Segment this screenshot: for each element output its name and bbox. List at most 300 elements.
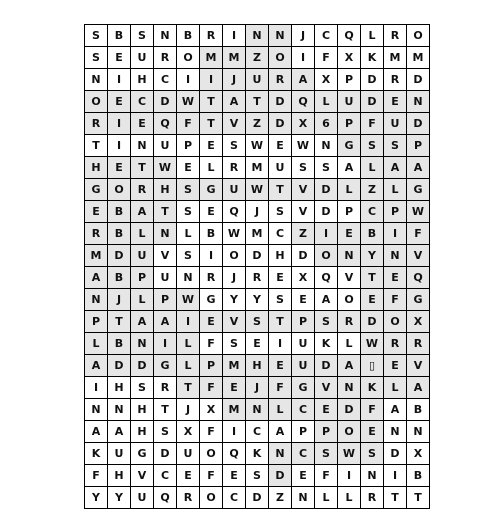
letter-cell[interactable]: Z bbox=[269, 487, 292, 509]
letter-cell[interactable]: ▯ bbox=[361, 355, 384, 377]
letter-cell[interactable]: A bbox=[154, 311, 177, 333]
letter-cell[interactable]: Q bbox=[407, 267, 430, 289]
letter-cell[interactable]: C bbox=[269, 223, 292, 245]
letter-cell[interactable]: M bbox=[200, 47, 223, 69]
letter-cell[interactable]: U bbox=[154, 267, 177, 289]
letter-cell[interactable]: K bbox=[361, 377, 384, 399]
letter-cell[interactable]: K bbox=[85, 443, 108, 465]
letter-cell[interactable]: A bbox=[131, 311, 154, 333]
letter-cell[interactable]: F bbox=[200, 465, 223, 487]
letter-cell[interactable]: M bbox=[223, 47, 246, 69]
letter-cell[interactable]: P bbox=[131, 267, 154, 289]
letter-cell[interactable]: X bbox=[200, 399, 223, 421]
letter-cell[interactable]: C bbox=[315, 25, 338, 47]
letter-cell[interactable]: I bbox=[223, 25, 246, 47]
letter-cell[interactable]: U bbox=[338, 91, 361, 113]
letter-cell[interactable]: N bbox=[292, 487, 315, 509]
letter-cell[interactable]: M bbox=[384, 47, 407, 69]
letter-cell[interactable]: B bbox=[200, 223, 223, 245]
letter-cell[interactable]: B bbox=[361, 223, 384, 245]
letter-cell[interactable]: X bbox=[407, 443, 430, 465]
letter-cell[interactable]: G bbox=[200, 179, 223, 201]
letter-cell[interactable]: H bbox=[269, 245, 292, 267]
letter-cell[interactable]: E bbox=[177, 465, 200, 487]
letter-cell[interactable]: N bbox=[85, 289, 108, 311]
letter-cell[interactable]: U bbox=[177, 443, 200, 465]
letter-cell[interactable]: S bbox=[315, 157, 338, 179]
letter-cell[interactable]: U bbox=[154, 135, 177, 157]
letter-cell[interactable]: R bbox=[361, 487, 384, 509]
letter-cell[interactable]: V bbox=[223, 311, 246, 333]
letter-cell[interactable]: Q bbox=[223, 201, 246, 223]
letter-cell[interactable]: N bbox=[131, 333, 154, 355]
letter-cell[interactable]: C bbox=[292, 399, 315, 421]
letter-cell[interactable]: R bbox=[246, 267, 269, 289]
letter-cell[interactable]: D bbox=[154, 91, 177, 113]
letter-cell[interactable]: N bbox=[407, 421, 430, 443]
letter-cell[interactable]: D bbox=[361, 91, 384, 113]
letter-cell[interactable]: I bbox=[384, 223, 407, 245]
letter-cell[interactable]: M bbox=[223, 399, 246, 421]
letter-cell[interactable]: E bbox=[384, 267, 407, 289]
letter-cell[interactable]: E bbox=[85, 201, 108, 223]
letter-cell[interactable]: R bbox=[200, 25, 223, 47]
letter-cell[interactable]: O bbox=[200, 443, 223, 465]
letter-cell[interactable]: C bbox=[223, 487, 246, 509]
letter-cell[interactable]: E bbox=[269, 355, 292, 377]
letter-cell[interactable]: Z bbox=[292, 223, 315, 245]
letter-cell[interactable]: A bbox=[85, 355, 108, 377]
letter-cell[interactable]: H bbox=[131, 421, 154, 443]
letter-cell[interactable]: D bbox=[338, 399, 361, 421]
letter-cell[interactable]: W bbox=[177, 289, 200, 311]
letter-cell[interactable]: B bbox=[108, 201, 131, 223]
letter-cell[interactable]: O bbox=[108, 179, 131, 201]
letter-cell[interactable]: I bbox=[292, 47, 315, 69]
letter-cell[interactable]: I bbox=[223, 421, 246, 443]
letter-cell[interactable]: A bbox=[131, 201, 154, 223]
letter-cell[interactable]: D bbox=[246, 487, 269, 509]
letter-cell[interactable]: P bbox=[338, 69, 361, 91]
letter-cell[interactable]: J bbox=[223, 267, 246, 289]
letter-cell[interactable]: I bbox=[384, 465, 407, 487]
letter-cell[interactable]: S bbox=[269, 201, 292, 223]
letter-cell[interactable]: R bbox=[384, 333, 407, 355]
letter-cell[interactable]: Z bbox=[246, 47, 269, 69]
letter-cell[interactable]: W bbox=[223, 223, 246, 245]
letter-cell[interactable]: A bbox=[338, 355, 361, 377]
letter-cell[interactable]: G bbox=[292, 377, 315, 399]
letter-cell[interactable]: I bbox=[177, 69, 200, 91]
letter-cell[interactable]: D bbox=[384, 443, 407, 465]
letter-cell[interactable]: W bbox=[246, 135, 269, 157]
letter-cell[interactable]: D bbox=[315, 355, 338, 377]
letter-cell[interactable]: W bbox=[338, 443, 361, 465]
letter-cell[interactable]: T bbox=[246, 91, 269, 113]
letter-cell[interactable]: T bbox=[200, 91, 223, 113]
letter-cell[interactable]: D bbox=[315, 201, 338, 223]
letter-cell[interactable]: L bbox=[361, 157, 384, 179]
letter-cell[interactable]: Q bbox=[154, 487, 177, 509]
letter-cell[interactable]: A bbox=[85, 421, 108, 443]
letter-cell[interactable]: C bbox=[292, 443, 315, 465]
letter-cell[interactable]: E bbox=[315, 399, 338, 421]
letter-cell[interactable]: L bbox=[384, 377, 407, 399]
letter-cell[interactable]: E bbox=[292, 289, 315, 311]
letter-cell[interactable]: S bbox=[315, 311, 338, 333]
letter-cell[interactable]: D bbox=[269, 91, 292, 113]
letter-cell[interactable]: F bbox=[361, 113, 384, 135]
letter-cell[interactable]: T bbox=[85, 135, 108, 157]
letter-cell[interactable]: A bbox=[85, 267, 108, 289]
letter-cell[interactable]: E bbox=[200, 311, 223, 333]
letter-cell[interactable]: V bbox=[315, 377, 338, 399]
letter-cell[interactable]: V bbox=[131, 465, 154, 487]
letter-cell[interactable]: T bbox=[407, 487, 430, 509]
letter-cell[interactable]: I bbox=[338, 465, 361, 487]
letter-cell[interactable]: L bbox=[85, 333, 108, 355]
letter-cell[interactable]: X bbox=[407, 311, 430, 333]
letter-cell[interactable]: P bbox=[315, 421, 338, 443]
letter-cell[interactable]: W bbox=[246, 179, 269, 201]
letter-cell[interactable]: T bbox=[269, 311, 292, 333]
letter-cell[interactable]: M bbox=[246, 223, 269, 245]
letter-cell[interactable]: E bbox=[269, 135, 292, 157]
letter-cell[interactable]: L bbox=[338, 179, 361, 201]
letter-cell[interactable]: N bbox=[384, 245, 407, 267]
letter-cell[interactable]: S bbox=[361, 135, 384, 157]
letter-cell[interactable]: 6 bbox=[315, 113, 338, 135]
letter-cell[interactable]: E bbox=[223, 465, 246, 487]
letter-cell[interactable]: Y bbox=[108, 487, 131, 509]
letter-cell[interactable]: R bbox=[177, 487, 200, 509]
letter-cell[interactable]: H bbox=[108, 465, 131, 487]
letter-cell[interactable]: F bbox=[361, 399, 384, 421]
letter-cell[interactable]: R bbox=[154, 47, 177, 69]
letter-cell[interactable]: E bbox=[361, 421, 384, 443]
letter-cell[interactable]: U bbox=[131, 245, 154, 267]
letter-cell[interactable]: L bbox=[177, 223, 200, 245]
letter-cell[interactable]: E bbox=[269, 267, 292, 289]
letter-cell[interactable]: E bbox=[338, 223, 361, 245]
letter-cell[interactable]: Q bbox=[315, 267, 338, 289]
letter-cell[interactable]: V bbox=[223, 113, 246, 135]
letter-cell[interactable]: J bbox=[246, 377, 269, 399]
letter-cell[interactable]: K bbox=[315, 333, 338, 355]
letter-cell[interactable]: P bbox=[338, 201, 361, 223]
letter-cell[interactable]: E bbox=[246, 333, 269, 355]
letter-cell[interactable]: N bbox=[315, 135, 338, 157]
letter-cell[interactable]: D bbox=[154, 443, 177, 465]
letter-cell[interactable]: H bbox=[108, 377, 131, 399]
letter-cell[interactable]: T bbox=[384, 487, 407, 509]
letter-cell[interactable]: S bbox=[223, 333, 246, 355]
letter-cell[interactable]: S bbox=[223, 135, 246, 157]
letter-cell[interactable]: J bbox=[292, 25, 315, 47]
letter-cell[interactable]: N bbox=[338, 245, 361, 267]
letter-cell[interactable]: I bbox=[108, 135, 131, 157]
letter-cell[interactable]: D bbox=[315, 179, 338, 201]
letter-cell[interactable]: N bbox=[85, 69, 108, 91]
letter-cell[interactable]: B bbox=[108, 223, 131, 245]
letter-cell[interactable]: S bbox=[131, 25, 154, 47]
letter-cell[interactable]: R bbox=[407, 333, 430, 355]
letter-cell[interactable]: P bbox=[407, 135, 430, 157]
letter-cell[interactable]: F bbox=[315, 465, 338, 487]
letter-cell[interactable]: W bbox=[407, 201, 430, 223]
letter-cell[interactable]: S bbox=[246, 465, 269, 487]
letter-cell[interactable]: M bbox=[407, 47, 430, 69]
letter-cell[interactable]: U bbox=[131, 47, 154, 69]
letter-cell[interactable]: A bbox=[338, 157, 361, 179]
letter-cell[interactable]: D bbox=[108, 245, 131, 267]
letter-cell[interactable]: F bbox=[177, 113, 200, 135]
letter-cell[interactable]: J bbox=[246, 201, 269, 223]
letter-cell[interactable]: F bbox=[200, 421, 223, 443]
letter-cell[interactable]: S bbox=[85, 25, 108, 47]
letter-cell[interactable]: I bbox=[177, 311, 200, 333]
letter-cell[interactable]: D bbox=[269, 465, 292, 487]
letter-cell[interactable]: L bbox=[315, 91, 338, 113]
letter-cell[interactable]: N bbox=[338, 377, 361, 399]
letter-cell[interactable]: S bbox=[361, 443, 384, 465]
letter-cell[interactable]: U bbox=[131, 487, 154, 509]
letter-cell[interactable]: D bbox=[108, 355, 131, 377]
letter-cell[interactable]: V bbox=[407, 245, 430, 267]
letter-cell[interactable]: A bbox=[223, 91, 246, 113]
letter-cell[interactable]: Z bbox=[361, 179, 384, 201]
letter-cell[interactable]: L bbox=[200, 157, 223, 179]
letter-cell[interactable]: U bbox=[223, 179, 246, 201]
letter-cell[interactable]: V bbox=[154, 245, 177, 267]
letter-cell[interactable]: A bbox=[384, 157, 407, 179]
letter-cell[interactable]: E bbox=[223, 377, 246, 399]
letter-cell[interactable]: S bbox=[154, 421, 177, 443]
letter-cell[interactable]: N bbox=[407, 91, 430, 113]
letter-cell[interactable]: L bbox=[269, 399, 292, 421]
letter-cell[interactable]: U bbox=[108, 443, 131, 465]
letter-cell[interactable]: P bbox=[384, 201, 407, 223]
letter-cell[interactable]: I bbox=[315, 223, 338, 245]
letter-cell[interactable]: B bbox=[108, 333, 131, 355]
letter-cell[interactable]: V bbox=[292, 179, 315, 201]
letter-cell[interactable]: U bbox=[384, 113, 407, 135]
letter-cell[interactable]: Y bbox=[246, 289, 269, 311]
letter-cell[interactable]: X bbox=[338, 47, 361, 69]
letter-cell[interactable]: F bbox=[384, 289, 407, 311]
letter-cell[interactable]: N bbox=[269, 25, 292, 47]
letter-cell[interactable]: M bbox=[223, 355, 246, 377]
letter-cell[interactable]: X bbox=[315, 69, 338, 91]
letter-cell[interactable]: T bbox=[154, 201, 177, 223]
letter-cell[interactable]: T bbox=[200, 113, 223, 135]
letter-cell[interactable]: F bbox=[85, 465, 108, 487]
letter-cell[interactable]: D bbox=[269, 113, 292, 135]
letter-cell[interactable]: S bbox=[315, 443, 338, 465]
letter-cell[interactable]: F bbox=[407, 223, 430, 245]
letter-cell[interactable]: G bbox=[154, 355, 177, 377]
letter-cell[interactable]: B bbox=[407, 399, 430, 421]
letter-cell[interactable]: I bbox=[85, 377, 108, 399]
letter-cell[interactable]: E bbox=[108, 91, 131, 113]
letter-cell[interactable]: C bbox=[246, 421, 269, 443]
letter-cell[interactable]: H bbox=[246, 355, 269, 377]
letter-cell[interactable]: N bbox=[361, 465, 384, 487]
letter-cell[interactable]: G bbox=[407, 289, 430, 311]
letter-cell[interactable]: P bbox=[292, 421, 315, 443]
letter-cell[interactable]: E bbox=[384, 355, 407, 377]
letter-cell[interactable]: O bbox=[85, 91, 108, 113]
letter-cell[interactable]: Q bbox=[292, 91, 315, 113]
letter-cell[interactable]: E bbox=[200, 201, 223, 223]
letter-cell[interactable]: A bbox=[292, 69, 315, 91]
letter-cell[interactable]: K bbox=[361, 47, 384, 69]
letter-cell[interactable]: R bbox=[223, 157, 246, 179]
letter-cell[interactable]: N bbox=[177, 267, 200, 289]
letter-cell[interactable]: L bbox=[384, 179, 407, 201]
letter-cell[interactable]: O bbox=[269, 47, 292, 69]
letter-cell[interactable]: X bbox=[292, 267, 315, 289]
letter-cell[interactable]: V bbox=[338, 267, 361, 289]
letter-cell[interactable]: G bbox=[407, 179, 430, 201]
letter-cell[interactable]: L bbox=[177, 355, 200, 377]
letter-cell[interactable]: L bbox=[131, 223, 154, 245]
letter-cell[interactable]: N bbox=[85, 399, 108, 421]
letter-cell[interactable]: O bbox=[200, 487, 223, 509]
letter-cell[interactable]: E bbox=[384, 91, 407, 113]
letter-cell[interactable]: B bbox=[177, 25, 200, 47]
letter-cell[interactable]: Y bbox=[85, 487, 108, 509]
letter-cell[interactable]: E bbox=[177, 157, 200, 179]
letter-cell[interactable]: N bbox=[269, 443, 292, 465]
letter-cell[interactable]: D bbox=[407, 113, 430, 135]
letter-cell[interactable]: J bbox=[108, 289, 131, 311]
letter-cell[interactable]: R bbox=[200, 267, 223, 289]
letter-cell[interactable]: D bbox=[131, 355, 154, 377]
letter-cell[interactable]: L bbox=[338, 333, 361, 355]
letter-cell[interactable]: M bbox=[246, 157, 269, 179]
letter-cell[interactable]: S bbox=[177, 179, 200, 201]
letter-cell[interactable]: T bbox=[108, 311, 131, 333]
letter-cell[interactable]: A bbox=[108, 421, 131, 443]
letter-cell[interactable]: I bbox=[108, 69, 131, 91]
letter-cell[interactable]: A bbox=[315, 289, 338, 311]
letter-cell[interactable]: O bbox=[223, 245, 246, 267]
letter-cell[interactable]: F bbox=[200, 333, 223, 355]
letter-cell[interactable]: T bbox=[177, 377, 200, 399]
letter-cell[interactable]: Y bbox=[361, 245, 384, 267]
letter-cell[interactable]: L bbox=[338, 487, 361, 509]
letter-cell[interactable]: P bbox=[338, 113, 361, 135]
letter-cell[interactable]: O bbox=[407, 25, 430, 47]
letter-cell[interactable]: P bbox=[200, 355, 223, 377]
letter-cell[interactable]: D bbox=[361, 69, 384, 91]
letter-cell[interactable]: O bbox=[177, 47, 200, 69]
letter-cell[interactable]: U bbox=[246, 69, 269, 91]
letter-cell[interactable]: C bbox=[154, 465, 177, 487]
letter-cell[interactable]: N bbox=[246, 25, 269, 47]
letter-cell[interactable]: N bbox=[246, 399, 269, 421]
letter-cell[interactable]: I bbox=[200, 69, 223, 91]
letter-cell[interactable]: C bbox=[131, 91, 154, 113]
letter-cell[interactable]: N bbox=[108, 399, 131, 421]
letter-cell[interactable]: I bbox=[269, 333, 292, 355]
letter-cell[interactable]: J bbox=[177, 399, 200, 421]
letter-cell[interactable]: P bbox=[177, 135, 200, 157]
letter-cell[interactable]: V bbox=[407, 355, 430, 377]
letter-cell[interactable]: J bbox=[223, 69, 246, 91]
letter-cell[interactable]: S bbox=[131, 377, 154, 399]
letter-cell[interactable]: E bbox=[108, 157, 131, 179]
letter-cell[interactable]: H bbox=[131, 69, 154, 91]
letter-cell[interactable]: A bbox=[407, 377, 430, 399]
letter-cell[interactable]: O bbox=[315, 245, 338, 267]
letter-cell[interactable]: W bbox=[154, 157, 177, 179]
letter-cell[interactable]: G bbox=[131, 443, 154, 465]
letter-cell[interactable]: E bbox=[200, 135, 223, 157]
letter-cell[interactable]: T bbox=[154, 399, 177, 421]
letter-cell[interactable]: G bbox=[338, 135, 361, 157]
letter-cell[interactable]: U bbox=[292, 355, 315, 377]
letter-cell[interactable]: S bbox=[384, 135, 407, 157]
letter-cell[interactable]: W bbox=[361, 333, 384, 355]
letter-cell[interactable]: S bbox=[292, 157, 315, 179]
letter-cell[interactable]: S bbox=[269, 289, 292, 311]
letter-cell[interactable]: M bbox=[85, 245, 108, 267]
letter-cell[interactable]: S bbox=[246, 311, 269, 333]
letter-cell[interactable]: O bbox=[338, 289, 361, 311]
letter-cell[interactable]: I bbox=[154, 333, 177, 355]
letter-cell[interactable]: K bbox=[246, 443, 269, 465]
letter-cell[interactable]: L bbox=[361, 25, 384, 47]
letter-cell[interactable]: R bbox=[269, 69, 292, 91]
letter-cell[interactable]: H bbox=[85, 157, 108, 179]
letter-cell[interactable]: B bbox=[407, 465, 430, 487]
letter-cell[interactable]: T bbox=[269, 179, 292, 201]
letter-cell[interactable]: W bbox=[177, 91, 200, 113]
letter-cell[interactable]: F bbox=[315, 47, 338, 69]
letter-cell[interactable]: O bbox=[384, 311, 407, 333]
letter-cell[interactable]: D bbox=[246, 245, 269, 267]
letter-cell[interactable]: C bbox=[361, 201, 384, 223]
letter-cell[interactable]: G bbox=[85, 179, 108, 201]
letter-cell[interactable]: N bbox=[154, 223, 177, 245]
letter-cell[interactable]: N bbox=[131, 135, 154, 157]
letter-cell[interactable]: U bbox=[269, 157, 292, 179]
letter-cell[interactable]: H bbox=[154, 179, 177, 201]
letter-cell[interactable]: Q bbox=[223, 443, 246, 465]
letter-cell[interactable]: Z bbox=[246, 113, 269, 135]
letter-cell[interactable]: N bbox=[154, 25, 177, 47]
letter-cell[interactable]: N bbox=[384, 421, 407, 443]
letter-cell[interactable]: I bbox=[200, 245, 223, 267]
letter-cell[interactable]: R bbox=[154, 377, 177, 399]
letter-cell[interactable]: R bbox=[85, 223, 108, 245]
letter-cell[interactable]: T bbox=[361, 267, 384, 289]
letter-cell[interactable]: F bbox=[269, 377, 292, 399]
letter-cell[interactable]: E bbox=[108, 47, 131, 69]
letter-cell[interactable]: S bbox=[177, 201, 200, 223]
letter-cell[interactable]: G bbox=[200, 289, 223, 311]
letter-cell[interactable]: R bbox=[384, 69, 407, 91]
letter-cell[interactable]: T bbox=[131, 157, 154, 179]
letter-cell[interactable]: Q bbox=[338, 25, 361, 47]
letter-cell[interactable]: I bbox=[108, 113, 131, 135]
letter-cell[interactable]: E bbox=[131, 113, 154, 135]
letter-cell[interactable]: A bbox=[384, 399, 407, 421]
letter-cell[interactable]: B bbox=[108, 267, 131, 289]
letter-cell[interactable]: W bbox=[292, 135, 315, 157]
